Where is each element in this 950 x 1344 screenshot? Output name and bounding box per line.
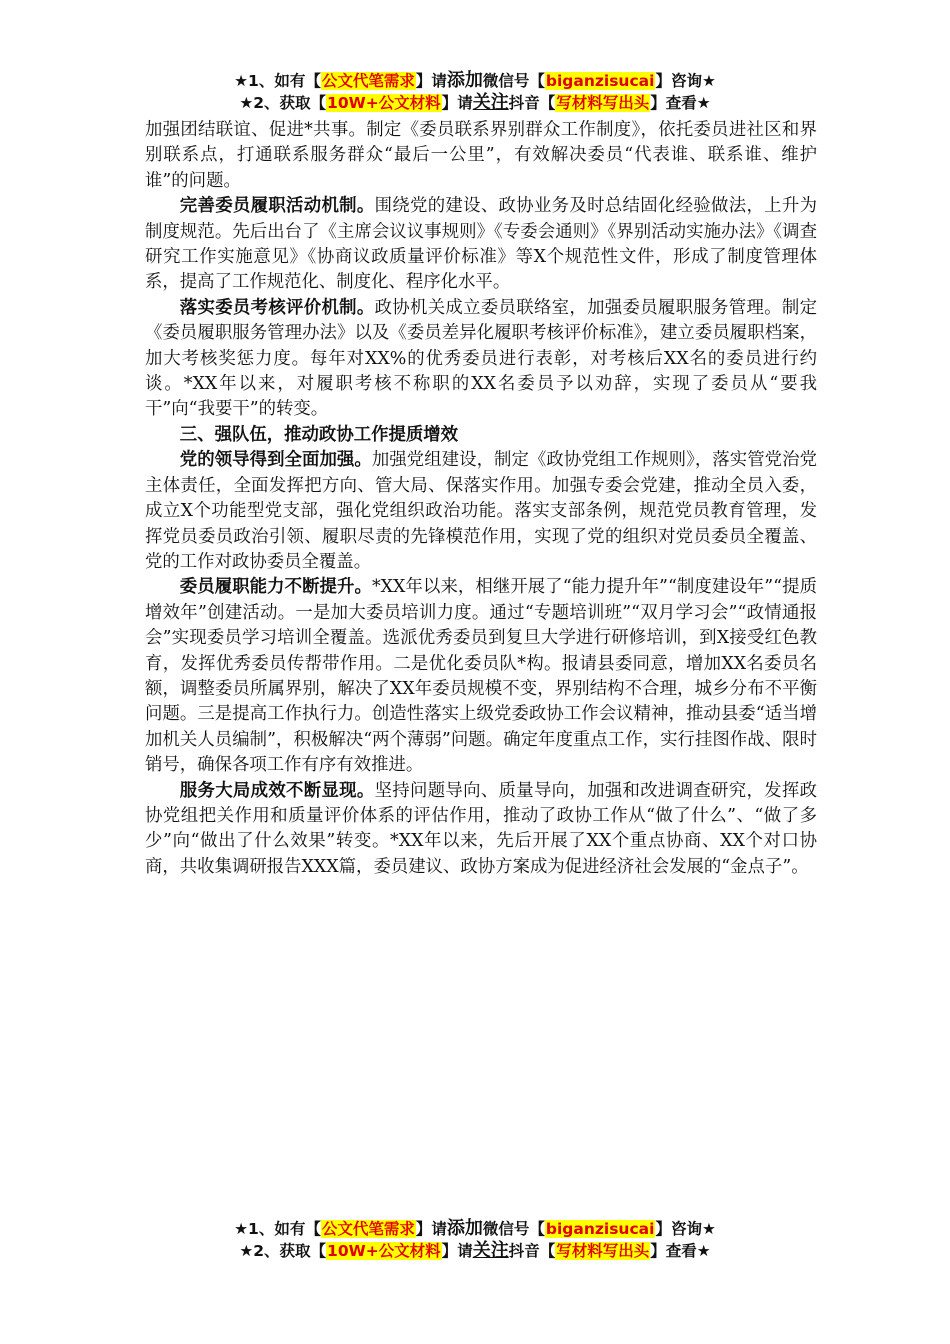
paragraph-lead: 党的领导得到全面加强。	[179, 450, 372, 471]
banner-line-2	[0, 92, 950, 114]
banner-line-1	[0, 70, 950, 92]
banner-line-1	[0, 1218, 950, 1240]
paragraph-text: 政协机关成立委员联络室，加强委员履职服务管理。制定《委员履职服务管理办法》以及《委员差异化履职考核评价标准》，建立委员履职档案，加大考核奖惩力度。每年对XX%的优秀委员进行表彰，对考核后XX名的委员进行约谈。*XX年以来，对履职考核不称职的XX名委员予以劝辞，实现了委员从“要我干”向“我要干”的转变。	[145, 297, 817, 420]
paragraph-lead: 服务大局成效不断显现。	[179, 780, 375, 801]
banner-text: 微信号【	[482, 1220, 545, 1238]
banner-text: 】查看★	[650, 94, 711, 112]
banner-text: ★1、如有【	[234, 72, 321, 90]
highlight-service: 公文代笔需求	[321, 72, 415, 90]
paragraph-text: 坚持问题导向、质量导向，加强和改进调查研究，发挥政协党组把关作用和质量评价体系的评估作用，推动了政协工作从“做了什么”、“做了多少”向“做出了什么效果”转变。*XX年以来，先后开展了XX个重点协商、XX个对口协商，共收集调研报告XXX篇，委员建议、政协方案成为促进经济社会发展的“金点子”。	[145, 780, 817, 877]
banner-text: ★2、获取【	[239, 1242, 327, 1260]
highlight-douyin-id: 写材料写出头	[556, 94, 650, 112]
emphasis-text: 关注	[472, 92, 509, 113]
banner-line-2	[0, 1240, 950, 1262]
paragraph	[145, 779, 817, 881]
paragraph-text: 围绕党的建设、政协业务及时总结固化经验做法，上升为制度规范。先后出台了《主席会议议事规则》《专委会通则》《界别活动实施办法》《调查研究工作实施意见》《协商议政质量评价标准》等X个规范性文件，形成了制度管理体系，提高了工作规范化、制度化、程序化水平。	[145, 196, 817, 293]
banner-text: 】请	[441, 1242, 473, 1260]
paragraph	[145, 448, 817, 575]
emphasis-text: 添加	[446, 1218, 483, 1239]
banner-text: 】咨询★	[655, 1220, 716, 1238]
banner-text: ★2、获取【	[239, 94, 327, 112]
paragraph	[145, 296, 817, 423]
paragraph: 加强团结联谊、促进*共事。制定《委员联系界别群众工作制度》，依托委员进社区和界别联系点，打通联系服务群众“最后一公里”，有效解决委员“代表谁、联系谁、维护谁”的问题。	[145, 120, 817, 191]
highlight-wechat-id: biganzisucai	[545, 72, 655, 90]
paragraph-lead: 落实委员考核评价机制。	[179, 297, 375, 318]
emphasis-text: 关注	[472, 1240, 509, 1261]
emphasis-text: 添加	[446, 70, 483, 91]
paragraph-text: *XX年以来，相继开展了“能力提升年”“制度建设年”“提质增效年”创建活动。一是加大委员培训力度。通过“专题培训班”“双月学习会”“政情通报会”实现委员学习培训全覆盖。选派优秀委员到复旦大学进行研修培训，到X接受红色教育，发挥优秀委员传帮带作用。二是优化委员队*构。报请县委同意，增加XX名委员名额，调整委员所属界别，解决了XX年委员规模不变，界别结构不合理，城乡分布不平衡问题。三是提高工作执行力。创造性落实上级党委政协工作会议精神，推动县委“适当增加机关人员编制”，积极解决“两个薄弱”问题。确定年度重点工作，实行挂图作战、限时销号，确保各项工作有序有效推进。	[145, 577, 817, 776]
highlight-wechat-id: biganzisucai	[545, 1220, 655, 1238]
banner-text: ★1、如有【	[234, 1220, 321, 1238]
footer-banner	[0, 1218, 950, 1262]
paragraph	[145, 575, 817, 778]
paragraph	[145, 194, 817, 296]
document-body	[145, 118, 817, 880]
highlight-materials: 10W+公文材料	[327, 94, 441, 112]
banner-text: 】请	[441, 94, 473, 112]
highlight-materials: 10W+公文材料	[327, 1242, 441, 1260]
banner-text: 】咨询★	[655, 72, 716, 90]
banner-text: 】请	[415, 72, 447, 90]
highlight-service: 公文代笔需求	[321, 1220, 415, 1238]
banner-text: 】请	[415, 1220, 447, 1238]
banner-text: 抖音【	[508, 1242, 556, 1260]
banner-text: 抖音【	[508, 94, 556, 112]
section-heading: 三、强队伍，推动政协工作提质增效	[179, 424, 459, 445]
paragraph-text: 加强党组建设，制定《政协党组工作规则》，落实管党治党主体责任，全面发挥把方向、管大局、保落实作用。加强专委会党建，推动全员入委，成立X个功能型党支部，强化党组织政治功能。落实支部条例，规范党员教育管理，发挥党员委员政治引领、履职尽责的先锋模范作用，实现了党的组织对党员委员全覆盖、党的工作对政协委员全覆盖。	[145, 450, 817, 572]
paragraph-lead: 完善委员履职活动机制。	[179, 196, 375, 217]
paragraph-lead: 委员履职能力不断提升。	[179, 577, 372, 598]
banner-text: 】查看★	[650, 1242, 711, 1260]
header-banner	[0, 70, 950, 114]
banner-text: 微信号【	[482, 72, 545, 90]
highlight-douyin-id: 写材料写出头	[556, 1242, 650, 1260]
